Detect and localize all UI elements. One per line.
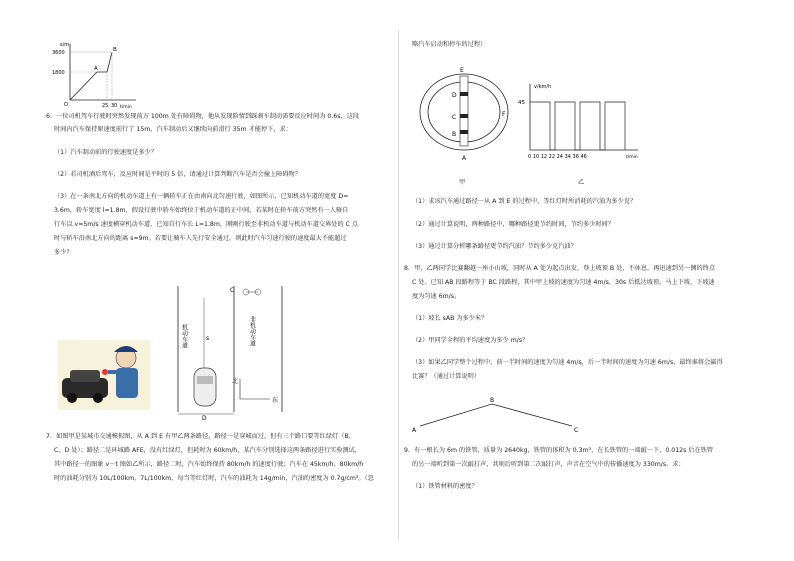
slope-triangle	[412, 396, 582, 436]
q8-sub-2: （2）甲同学全程的平均速度为多少 m/s？	[412, 337, 529, 344]
node-e: E	[460, 67, 464, 74]
st-x-tick-30: 30	[111, 103, 118, 109]
distance-s-label: s	[206, 335, 210, 342]
st-line	[70, 52, 112, 100]
q7-sub-3: （3）通过计算分析哪条路径更节约汽油？节约多少克汽油？	[412, 243, 577, 250]
q8-sub-3-l1: （3）如果乙同学整个过程中，前一半时间的速度为匀速 4m/s，后一半时间的速度为匀速 6m/s，最终谁将会赢得	[412, 359, 723, 366]
vt-caption: 乙	[578, 179, 585, 186]
q8-sub-3-l2: 比赛？（通过计算说明）	[412, 373, 481, 380]
left-column	[46, 0, 395, 561]
width-d-label: D	[202, 415, 207, 422]
light-c	[460, 114, 468, 118]
st-y-tick-1800: 1800	[52, 70, 65, 76]
vt-x-ticks: 0 10 12 22 24 34 36 46	[528, 154, 587, 160]
node-d: D	[452, 92, 457, 99]
q6-sub-3-l3: 行车以 v=5m/s 速度横穿机动车道，已知自行车长 L=1.8m，刚刚行驶至非机动车道与机动车道交界处的 C 点	[54, 221, 359, 228]
vt-step-line	[530, 102, 625, 150]
loop-caption: 甲	[459, 179, 466, 186]
q9-sub-1: （1）铁管材料的密度？	[412, 483, 478, 490]
police-sign	[102, 369, 108, 375]
point-c-label: C	[230, 287, 235, 294]
q8-line-1: 8．甲、乙两同学比赛翻越一座小山坡，同时从 A 处为起点出发，登上坡顶 B 处，不休息，再迅速到另一侧的终点	[404, 265, 716, 272]
st-x-tick-25: 25	[102, 103, 109, 109]
q6-sub-3-l4: 时与轿车沿南北方向的距离 s=9m。若要让骑车人先行安全通过，则此时汽车匀速行驶的速度最大不能超过	[54, 235, 347, 242]
vt-x-label: t/min	[626, 155, 638, 160]
q8-line-3: 度为匀速 6m/s。	[412, 293, 461, 300]
q8-sub-1: （1）坡长 sAB 为多少米？	[412, 315, 488, 322]
police-arm	[108, 370, 118, 374]
node-f: F	[502, 111, 506, 118]
q7-line-3: 其中路径一的图象 v－t 图如乙所示，路径二时，汽车始终保持 80km/h 的速度行驶；汽车在 45km/h、80km/h	[54, 461, 364, 468]
q6-stem-2: 时间内汽车保持原速度前行了 15m，汽车制动后又继续向前滑行 35m 才能停下，求：	[54, 126, 292, 133]
q6-stem-1: 6．一位司机驾车行驶时突然发现前方 100m 处有障碍物，他从发现险情到踩刹车制动需要反应时间为 0.6s，这段	[46, 113, 359, 120]
slope-c: C	[574, 427, 579, 434]
light-b	[460, 130, 468, 134]
st-point-b: B	[113, 47, 117, 53]
q9-line-2: 的另一端听到第一次敲打声，共则后听到第二次敲打声，声音在空气中的传播速度为 330m/s。求：	[412, 461, 685, 468]
st-point-a: A	[94, 66, 98, 72]
q7-sub-2: （2）通过计算说明，两种路径中，哪种路径更节约时间，节约多少时间？	[412, 221, 614, 228]
column-divider	[398, 30, 399, 540]
vt-y-tick: 45	[518, 100, 525, 106]
st-x-label: t/min	[120, 105, 132, 110]
compass-east: 东	[272, 397, 279, 404]
q7-line-4: 时的油耗分别为 10L/100km、7L/100km，每当等红灯时，汽车的油耗为 14g/min，汽油的密度为 0.7g/cm³。（忽	[54, 475, 374, 482]
lane-motor-label: 机动车道	[180, 324, 188, 348]
car-wheel-left	[67, 393, 77, 403]
police-cartoon	[58, 340, 150, 410]
police-body	[116, 368, 138, 398]
light-d	[460, 92, 468, 96]
q9-line-1: 9．有一根长为 6m 的铁管，质量为 2640kg，铁管的体积为 0.3m³，在长铁管的一端敲一下，0.012s 后在铁管	[404, 447, 714, 454]
q7-line-2: C、D 处）；路径二是环城路 AFE，没有红绿灯，但耗时为 60km/h，某汽车分别选择这两条路径进行实验测试，	[54, 447, 361, 454]
st-y-tick-3600: 3600	[52, 50, 65, 56]
vt-y-label: v/km/h	[534, 84, 552, 90]
car-top	[70, 370, 100, 382]
q6-sub-3-l5: 多少？	[54, 249, 73, 256]
slope-lines	[420, 404, 572, 426]
q7-sub-1: （1）求该汽车通过路径一从 A 到 E 的过程中，等红灯时所消耗的汽油为多少克？	[412, 198, 637, 205]
right-column	[404, 0, 753, 561]
car-windshield	[197, 376, 213, 384]
car-wheel-right	[93, 393, 103, 403]
st-origin: O	[64, 102, 68, 108]
st-graph	[50, 40, 140, 110]
q6-sub-2: （2）若司机酒后驾车，反应时间是平时的 5 倍，请通过计算判断汽车是否会撞上障碍物？	[54, 171, 301, 178]
compass-north: 北	[232, 378, 239, 385]
loop-diagram	[416, 64, 516, 164]
q8-line-2: C 处。已知 AB 段路程等于 BC 段路程，其中甲上坡的速度为匀速 4m/s，30s 后抵达坡顶，马上下坡，下坡速	[412, 279, 715, 286]
node-c: C	[452, 114, 457, 121]
city-road	[460, 76, 468, 146]
slope-b: B	[490, 397, 495, 404]
car-top-view	[194, 368, 216, 406]
q6-sub-3-l2: 3.6m，轿车宽度 l=1.8m，假设行驶中轿车始终位于机动车道的正中间，若某时在轿车前方突然有一人骑自	[54, 207, 349, 214]
q7-line-1: 7．如图甲是某城市交通模拟图，从 A 到 E 有甲乙两条路径，路径一是穿城而过，但有三个路口要等红绿灯（B、	[46, 433, 355, 440]
node-b: B	[452, 131, 457, 138]
lane-nonmotor-label: 非机动车道	[248, 316, 256, 346]
q6-sub-3-l1: （3）在一条南北方向的机动车道上有一辆轿车正在由南向北匀速行驶，如图所示，已知机动车道的宽度 D=	[54, 193, 349, 200]
st-y-label: s/m	[60, 42, 70, 48]
slope-a: A	[412, 427, 417, 434]
q7-line-5: 略汽车启动和停车的过程）	[412, 41, 487, 48]
compass	[230, 375, 280, 405]
q6-sub-1: （1）汽车制动前的行驶速度是多少？	[54, 149, 157, 156]
node-a: A	[462, 155, 467, 162]
vt-chart	[518, 80, 642, 160]
